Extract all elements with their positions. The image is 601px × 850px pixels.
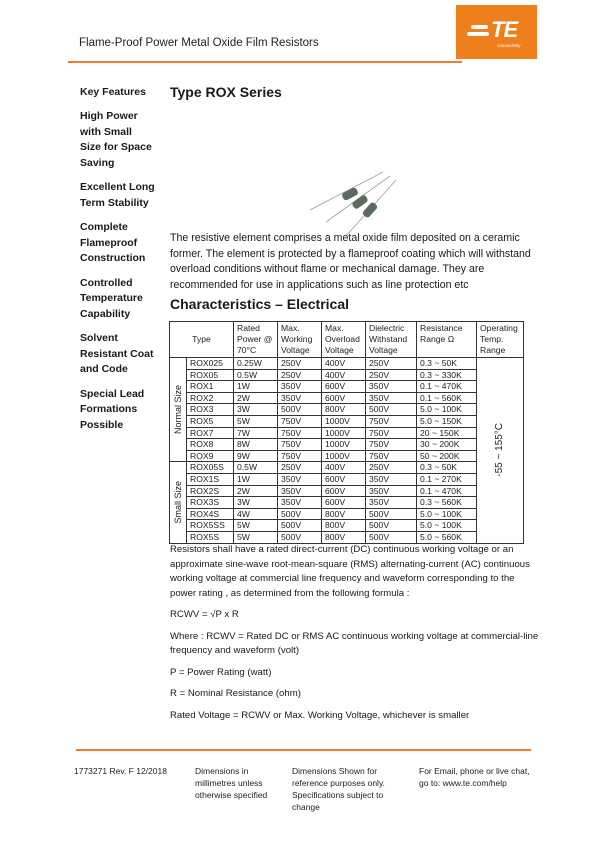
cell-power: 1W bbox=[234, 473, 278, 485]
group-small-size: Small Size bbox=[170, 462, 187, 543]
cell-dielectric: 500V bbox=[366, 404, 417, 416]
power-definition: P = Power Rating (watt) bbox=[170, 666, 272, 678]
cell-power: 3W bbox=[234, 404, 278, 416]
electrical-characteristics-table bbox=[169, 321, 524, 544]
main-content bbox=[170, 84, 530, 100]
cell-power: 0.5W bbox=[234, 369, 278, 381]
cell-overload: 800V bbox=[322, 520, 366, 532]
cell-type: ROX025 bbox=[187, 358, 234, 370]
col-header-overload: Max. Overload Voltage bbox=[322, 322, 366, 358]
table-row bbox=[170, 462, 524, 474]
cell-type: ROX2S bbox=[187, 485, 234, 497]
logo-subtext: connectivity bbox=[497, 43, 521, 48]
cell-type: ROX7 bbox=[187, 427, 234, 439]
cell-power: 5W bbox=[234, 531, 278, 543]
cell-dielectric: 350V bbox=[366, 473, 417, 485]
cell-dielectric: 500V bbox=[366, 520, 417, 532]
cell-overload: 600V bbox=[322, 485, 366, 497]
cell-type: ROX3 bbox=[187, 404, 234, 416]
cell-resistance: 30 ~ 200K bbox=[417, 439, 477, 451]
footer-doc-number: 1773271 Rev. F 12/2018 bbox=[74, 766, 167, 776]
cell-dielectric: 250V bbox=[366, 462, 417, 474]
col-header-type: Type bbox=[170, 322, 234, 358]
cell-overload: 1000V bbox=[322, 415, 366, 427]
footer-divider bbox=[76, 749, 531, 751]
table-row bbox=[170, 358, 524, 370]
footer-reference-note: Dimensions Shown for reference purposes only. Specifications subject to change bbox=[292, 766, 385, 812]
cell-type: ROX2 bbox=[187, 392, 234, 404]
cell-power: 1W bbox=[234, 381, 278, 393]
col-header-working: Max. Working Voltage bbox=[278, 322, 322, 358]
cell-resistance: 0.3 ~ 560K bbox=[417, 497, 477, 509]
table-header-row bbox=[170, 322, 524, 358]
cell-overload: 1000V bbox=[322, 450, 366, 462]
feature-item: Complete Flameproof Construction bbox=[80, 221, 146, 264]
cell-type: ROX3S bbox=[187, 497, 234, 509]
cell-resistance: 0.1 ~ 270K bbox=[417, 473, 477, 485]
rated-voltage-note: Rated Voltage = RCWV or Max. Working Voltage, whichever is smaller bbox=[170, 709, 470, 721]
cell-working: 350V bbox=[278, 497, 322, 509]
col-header-resistance: Resistance Range Ω bbox=[417, 322, 477, 358]
cell-overload: 800V bbox=[322, 531, 366, 543]
table-row bbox=[170, 369, 524, 381]
table-row bbox=[170, 404, 524, 416]
cell-working: 250V bbox=[278, 462, 322, 474]
cell-resistance: 0.3 ~ 50K bbox=[417, 358, 477, 370]
key-features-heading: Key Features bbox=[80, 86, 146, 98]
cell-resistance: 5.0 ~ 150K bbox=[417, 415, 477, 427]
cell-type: ROX1S bbox=[187, 473, 234, 485]
cell-working: 350V bbox=[278, 473, 322, 485]
logo-text: TE bbox=[491, 17, 518, 42]
cell-dielectric: 250V bbox=[366, 369, 417, 381]
cell-resistance: 0.3 ~ 330K bbox=[417, 369, 477, 381]
cell-working: 350V bbox=[278, 485, 322, 497]
cell-overload: 800V bbox=[322, 404, 366, 416]
rcwv-paragraph: Resistors shall have a rated direct-current (DC) continuous working voltage or an approximate sine-wave root-mean-square (RMS) alternating-current (AC) continuous working voltage at commercial line frequency and waveform corresponding to the power rating , as determined from the following formula : bbox=[170, 544, 530, 599]
cell-type: ROX5SS bbox=[187, 520, 234, 532]
table-row bbox=[170, 450, 524, 462]
cell-dielectric: 750V bbox=[366, 415, 417, 427]
cell-type: ROX5S bbox=[187, 531, 234, 543]
cell-resistance: 0.1 ~ 470K bbox=[417, 381, 477, 393]
cell-power: 9W bbox=[234, 450, 278, 462]
cell-power: 0.25W bbox=[234, 358, 278, 370]
header-divider bbox=[68, 61, 462, 63]
rcwv-formula: RCWV = √P x R bbox=[170, 609, 239, 620]
cell-dielectric: 750V bbox=[366, 427, 417, 439]
feature-item: Controlled Temperature Capability bbox=[80, 276, 143, 320]
cell-overload: 400V bbox=[322, 462, 366, 474]
cell-power: 3W bbox=[234, 497, 278, 509]
cell-resistance: 5.0 ~ 100K bbox=[417, 520, 477, 532]
cell-working: 250V bbox=[278, 369, 322, 381]
cell-overload: 600V bbox=[322, 381, 366, 393]
cell-type: ROX05 bbox=[187, 369, 234, 381]
cell-working: 750V bbox=[278, 439, 322, 451]
cell-working: 750V bbox=[278, 450, 322, 462]
cell-resistance: 50 ~ 200K bbox=[417, 450, 477, 462]
cell-resistance: 0.1 ~ 560K bbox=[417, 392, 477, 404]
table-row bbox=[170, 531, 524, 543]
cell-overload: 600V bbox=[322, 473, 366, 485]
footer-contact-link[interactable]: For Email, phone or live chat, go to: www.te.com/help bbox=[419, 766, 530, 788]
cell-dielectric: 750V bbox=[366, 450, 417, 462]
cell-working: 750V bbox=[278, 415, 322, 427]
te-connectivity-logo bbox=[456, 5, 537, 59]
cell-type: ROX05S bbox=[187, 462, 234, 474]
section-heading-electrical: Characteristics – Electrical bbox=[170, 296, 349, 312]
table-row bbox=[170, 381, 524, 393]
feature-item: Special Lead Formations Possible bbox=[80, 387, 145, 431]
cell-dielectric: 350V bbox=[366, 485, 417, 497]
footer-dimensions-note: Dimensions in millimetres unless otherwise specified bbox=[195, 766, 268, 800]
cell-dielectric: 500V bbox=[366, 508, 417, 520]
cell-resistance: 20 ~ 150K bbox=[417, 427, 477, 439]
cell-overload: 1000V bbox=[322, 439, 366, 451]
cell-working: 350V bbox=[278, 381, 322, 393]
cell-working: 500V bbox=[278, 508, 322, 520]
document-title: Flame-Proof Power Metal Oxide Film Resistors bbox=[79, 37, 319, 49]
cell-power: 0.5W bbox=[234, 462, 278, 474]
resistors-photo bbox=[308, 140, 398, 240]
cell-power: 5W bbox=[234, 520, 278, 532]
description-paragraph: The resistive element comprises a metal oxide film deposited on a ceramic former. The element is protected by a flameproof coating which will withstand overload conditions without flame or mechanical damage. They are recommended for use in applications such as line protection etc bbox=[170, 232, 531, 291]
where-definition: Where : RCWV = Rated DC or RMS AC continuous working voltage at commercial-line frequency and waveform (volt) bbox=[170, 630, 539, 656]
col-header-temp: Operating Temp. Range bbox=[477, 322, 524, 358]
cell-working: 750V bbox=[278, 427, 322, 439]
cell-power: 8W bbox=[234, 439, 278, 451]
cell-power: 7W bbox=[234, 427, 278, 439]
cell-working: 250V bbox=[278, 358, 322, 370]
cell-working: 500V bbox=[278, 520, 322, 532]
cell-resistance: 5.0 ~ 100K bbox=[417, 508, 477, 520]
cell-power: 4W bbox=[234, 508, 278, 520]
col-header-dielectric: Dielectric Withstand Voltage bbox=[366, 322, 417, 358]
table-row bbox=[170, 439, 524, 451]
cell-dielectric: 350V bbox=[366, 381, 417, 393]
cell-dielectric: 350V bbox=[366, 392, 417, 404]
cell-overload: 400V bbox=[322, 369, 366, 381]
cell-resistance: 0.3 ~ 50K bbox=[417, 462, 477, 474]
cell-resistance: 5.0 ~ 100K bbox=[417, 404, 477, 416]
table-row bbox=[170, 392, 524, 404]
cell-type: ROX1 bbox=[187, 381, 234, 393]
table-row bbox=[170, 473, 524, 485]
table-row bbox=[170, 427, 524, 439]
cell-temp-range: -55 ~ 155°C bbox=[477, 358, 524, 544]
col-header-power: Rated Power @ 70°C bbox=[234, 322, 278, 358]
cell-dielectric: 500V bbox=[366, 531, 417, 543]
table-row bbox=[170, 497, 524, 509]
cell-resistance: 0.1 ~ 470K bbox=[417, 485, 477, 497]
feature-item: Solvent Resistant Coat and Code bbox=[80, 332, 154, 375]
cell-overload: 600V bbox=[322, 497, 366, 509]
cell-type: ROX8 bbox=[187, 439, 234, 451]
resistance-definition: R = Nominal Resistance (ohm) bbox=[170, 688, 301, 699]
cell-overload: 1000V bbox=[322, 427, 366, 439]
cell-working: 500V bbox=[278, 531, 322, 543]
cell-resistance: 5.0 ~ 560K bbox=[417, 531, 477, 543]
cell-overload: 600V bbox=[322, 392, 366, 404]
cell-type: ROX5 bbox=[187, 415, 234, 427]
cell-power: 2W bbox=[234, 485, 278, 497]
feature-item: Excellent Long Term Stability bbox=[80, 181, 155, 209]
table-row bbox=[170, 520, 524, 532]
cell-power: 5W bbox=[234, 415, 278, 427]
notes-section bbox=[170, 543, 540, 730]
table-row bbox=[170, 485, 524, 497]
series-title: Type ROX Series bbox=[170, 84, 282, 100]
table-row bbox=[170, 508, 524, 520]
feature-item: High Power with Small Size for Space Saving bbox=[80, 110, 152, 169]
group-normal-size: Normal Size bbox=[170, 358, 187, 462]
table-row bbox=[170, 415, 524, 427]
cell-overload: 400V bbox=[322, 358, 366, 370]
cell-working: 500V bbox=[278, 404, 322, 416]
cell-dielectric: 250V bbox=[366, 358, 417, 370]
cell-dielectric: 750V bbox=[366, 439, 417, 451]
cell-power: 2W bbox=[234, 392, 278, 404]
cell-dielectric: 350V bbox=[366, 497, 417, 509]
cell-working: 350V bbox=[278, 392, 322, 404]
cell-type: ROX4S bbox=[187, 508, 234, 520]
logo-bars-icon bbox=[467, 25, 489, 39]
cell-type: ROX9 bbox=[187, 450, 234, 462]
key-features-sidebar bbox=[80, 85, 170, 442]
cell-overload: 800V bbox=[322, 508, 366, 520]
